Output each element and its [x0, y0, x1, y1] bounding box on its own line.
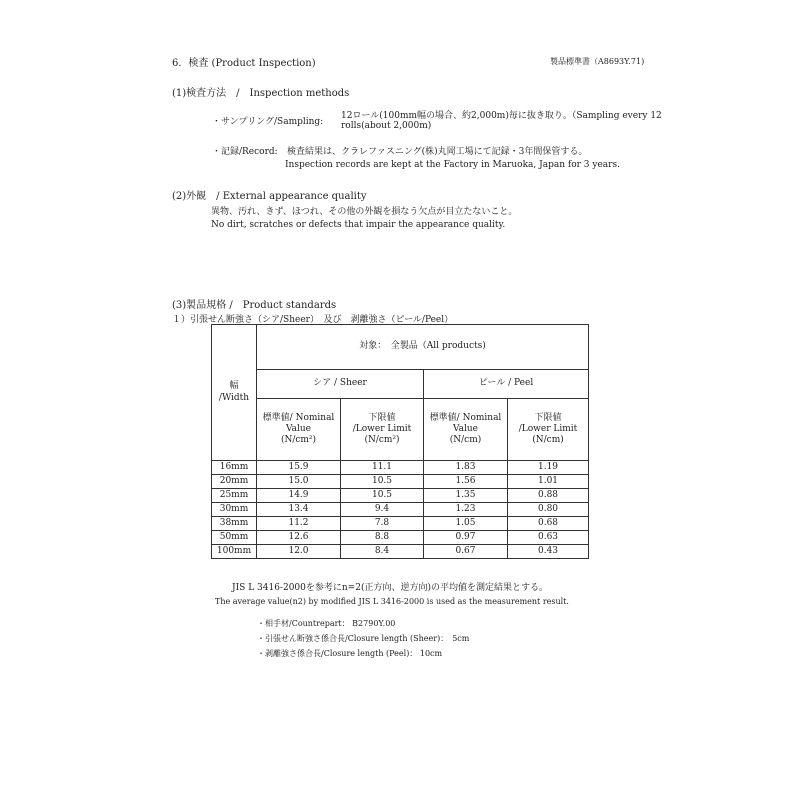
cell-sheer-lower: 11.1 [341, 461, 424, 475]
cell-peel-lower: 1.19 [508, 461, 589, 475]
sheer-lower-unit: (N/cm²) [364, 435, 400, 446]
sheer-header: シア / Sheer [257, 370, 424, 399]
cell-sheer-lower: 9.4 [341, 503, 424, 517]
inspection-methods-heading: (1)検査方法 / Inspection methods [172, 88, 350, 99]
section-title: 6．検査 (Product Inspection) [172, 58, 316, 69]
sheer-lower-line: /Lower Limit [352, 423, 412, 434]
sheer-lower-line: 下限値 [368, 412, 396, 423]
peel-nominal-line: 標準値/ Nominal [429, 412, 502, 423]
appearance-text-en: No dirt, scratches or defects that impair the appearance quality. [211, 220, 506, 230]
cell-peel-nominal: 1.56 [424, 475, 508, 489]
cell-peel-lower: 0.68 [508, 517, 589, 531]
cell-peel-lower: 1.01 [508, 475, 589, 489]
cell-peel-nominal: 1.05 [424, 517, 508, 531]
cell-sheer-nominal: 13.4 [257, 503, 341, 517]
cell-sheer-nominal: 15.9 [257, 461, 341, 475]
appearance-text-jp: 異物、汚れ、きず、ほつれ、その他の外観を損なう欠点が目立たないこと。 [211, 207, 518, 217]
peel-nominal-line: Value [452, 423, 479, 434]
peel-lower-unit: (N/cm) [532, 435, 564, 446]
peel-lower-header [508, 399, 589, 461]
sampling-text-line-2: rolls(about 2,000m) [341, 121, 432, 131]
peel-header: ピール / Peel [424, 370, 589, 399]
sheer-nominal-line: Value [285, 423, 312, 434]
product-standards-subheading: １）引張せん断強さ（シア/Sheer） 及び 剥離強さ（ピール/Peel） [172, 315, 454, 325]
target-header: 対象： 全製品（All products) [257, 325, 589, 370]
cell-sheer-lower: 8.4 [341, 545, 424, 559]
product-standards-heading: (3)製品規格 / Product standards [172, 300, 337, 311]
cell-peel-nominal: 1.35 [424, 489, 508, 503]
table-row [212, 489, 589, 503]
cell-sheer-nominal: 12.0 [257, 545, 341, 559]
cell-width: 20mm [212, 475, 257, 489]
peel-lower-line: 下限値 [534, 412, 562, 423]
sampling-label: ・サンプリング/Sampling: [212, 117, 324, 127]
cell-width: 38mm [212, 517, 257, 531]
product-standards-table [211, 324, 589, 559]
sheer-lower-header [341, 399, 424, 461]
peel-nominal-unit: (N/cm) [449, 435, 482, 446]
table-row [212, 545, 589, 559]
table-row [212, 461, 589, 475]
jis-note-en: The average value(n2) by modified JIS L 3416-2000 is used as the measurement result. [215, 597, 569, 606]
record-text-jp: 検査結果は、クラレファスニング(株)丸岡工場にて記録・3年間保管する。 [287, 147, 588, 157]
width-header-en: /Width [218, 392, 250, 403]
table-row [212, 531, 589, 545]
width-header-jp: 幅 [229, 381, 239, 392]
counterpart-note: ・相手材/Countrepart： B2790Y.00 [257, 619, 396, 628]
peel-nominal-header [424, 399, 508, 461]
cell-sheer-lower: 7.8 [341, 517, 424, 531]
appearance-heading: (2)外観 / External appearance quality [172, 191, 367, 202]
closure-sheer-note: ・引張せん断強さ係合長/Closure length (Sheer)： 5cm [257, 634, 470, 643]
cell-sheer-nominal: 14.9 [257, 489, 341, 503]
cell-width: 30mm [212, 503, 257, 517]
cell-sheer-lower: 10.5 [341, 489, 424, 503]
table-row [212, 475, 589, 489]
cell-sheer-nominal: 12.6 [257, 531, 341, 545]
table-row [212, 517, 589, 531]
document-reference: 製品標準書（A8693Y.71) [550, 57, 645, 66]
cell-sheer-nominal: 15.0 [257, 475, 341, 489]
cell-peel-lower: 0.88 [508, 489, 589, 503]
cell-peel-lower: 0.63 [508, 531, 589, 545]
cell-width: 100mm [212, 545, 257, 559]
cell-sheer-lower: 10.5 [341, 475, 424, 489]
width-header [212, 325, 257, 461]
cell-peel-nominal: 0.97 [424, 531, 508, 545]
cell-width: 25mm [212, 489, 257, 503]
closure-peel-note: ・剥離強さ係合長/Closure length (Peel)： 10cm [257, 649, 443, 658]
cell-sheer-nominal: 11.2 [257, 517, 341, 531]
cell-peel-lower: 0.43 [508, 545, 589, 559]
record-label: ・記録/Record: [212, 147, 278, 157]
cell-peel-nominal: 1.83 [424, 461, 508, 475]
sampling-text-line-1: 12ロール(100mm幅の場合、約2,000m)毎に抜き取り。（Sampling every 12 [341, 111, 662, 121]
peel-lower-line: /Lower Limit [518, 423, 578, 434]
cell-peel-nominal: 1.23 [424, 503, 508, 517]
sheer-nominal-line: 標準値/ Nominal [262, 412, 335, 423]
cell-peel-lower: 0.80 [508, 503, 589, 517]
cell-width: 50mm [212, 531, 257, 545]
cell-width: 16mm [212, 461, 257, 475]
jis-note-jp: JIS L 3416-2000を参考にn=2(正方向、逆方向)の平均値を測定結果とする。 [232, 583, 548, 593]
table-row [212, 503, 589, 517]
cell-sheer-lower: 8.8 [341, 531, 424, 545]
sheer-nominal-unit: (N/cm²) [280, 435, 317, 446]
sheer-nominal-header [257, 399, 341, 461]
record-text-en: Inspection records are kept at the Factory in Maruoka, Japan for 3 years. [285, 160, 620, 170]
cell-peel-nominal: 0.67 [424, 545, 508, 559]
